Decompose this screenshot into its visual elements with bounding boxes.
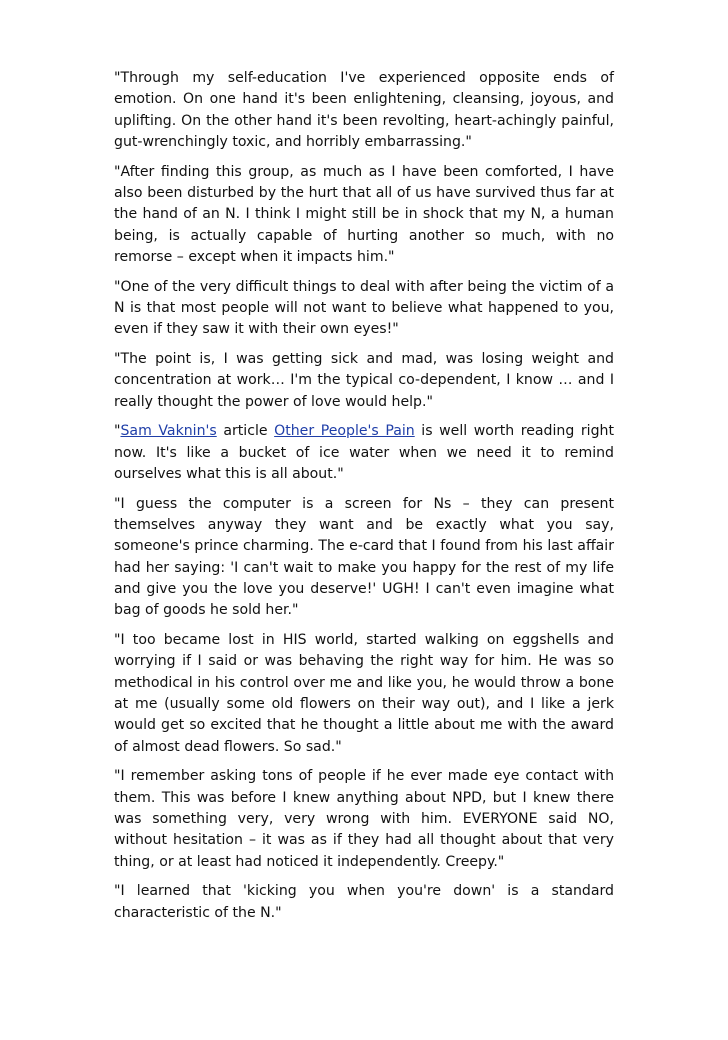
paragraph-eye-contact: "I remember asking tons of people if he ever made eye contact with them. This was before I knew anything about NPD, but I knew there was something very, very wrong with him. EVERYONE said NO, without hesitation – it was as if they had all thought about that very thing, or at least had noticed it independently. Creepy." — [114, 768, 614, 870]
document-page — [114, 68, 614, 932]
sam-vaknin-link[interactable]: Sam Vaknin's — [120, 423, 217, 440]
article-text: article — [216, 423, 275, 440]
paragraph-kicking-you: "I learned that 'kicking you when you're down' is a standard characteristic of the N." — [114, 883, 614, 921]
paragraph-point-is: "The point is, I was getting sick and mad, was losing weight and concentration at work… I'm the typical co-dependent, I know … and I really thought the power of love would help." — [114, 351, 614, 410]
article-text-rest: is well worth reading right now. It's like a bucket of ice water when we need it to remind ourselves what this is all about." — [114, 423, 614, 483]
paragraph-computer-screen: "I guess the computer is a screen for Ns – they can present themselves anyway they want and be exactly what you say, someone's prince charming. The e-card that I found from his last affair had her saying: 'I can't wait to make you happy for the rest of my life and give you the love you deserve!' UGH! I can't even imagine what bag of goods he sold her." — [114, 495, 614, 619]
paragraph-finding-group: "After finding this group, as much as I have been comforted, I have also been disturbed by the hurt that all of us have survived thus far at the hand of an N. I think I might still be in shock that my N, a human being, is actually capable of hurting another so much, with no remorse – except when it impacts him." — [114, 163, 614, 265]
other-peoples-pain-link[interactable]: Other People's Pain — [274, 423, 415, 440]
paragraph-lost-in-his-world: "I too became lost in HIS world, started walking on eggshells and worrying if I said or was behaving the right way for him. He was so methodical in his control over me and like you, he would throw a bone at me (usually some old flowers on their way out), and I like a jerk would get so excited that he thought a little about me with the award of almost dead flowers. So sad." — [114, 632, 614, 755]
paragraph-difficult-things: "One of the very difficult things to deal with after being the victim of a N is that most people will not want to believe what happened to you, even if they saw it with their own eyes!" — [114, 278, 614, 338]
quote-open: " — [114, 423, 121, 440]
paragraph-vaknin-article — [114, 421, 614, 485]
paragraph-self-education: "Through my self-education I've experienced opposite ends of emotion. On one hand it's been enlightening, cleansing, joyous, and uplifting. On the other hand it's been revolting, heart-achingly painful, gut-wrenchingly toxic, and horribly embarrassing." — [114, 70, 614, 150]
